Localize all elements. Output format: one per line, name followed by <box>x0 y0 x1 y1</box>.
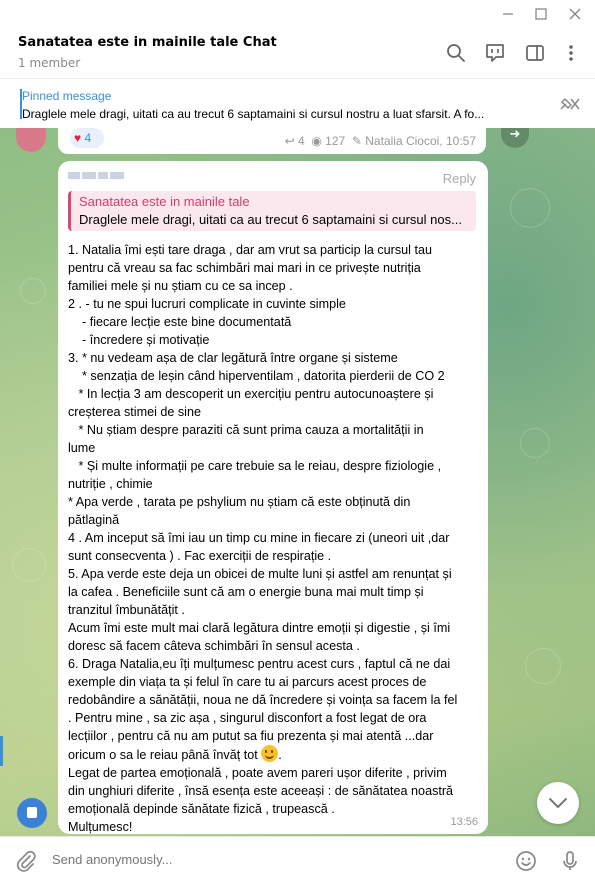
doodle-pattern <box>20 278 46 304</box>
unread-indicator <box>0 736 3 766</box>
reply-count: 4 <box>297 134 305 148</box>
avatar[interactable] <box>16 128 46 152</box>
reaction-count: 4 <box>84 131 92 145</box>
sender-name-redacted <box>68 169 128 183</box>
attach-icon[interactable] <box>14 849 38 873</box>
reply-button[interactable]: Reply <box>442 171 476 186</box>
microphone-icon[interactable] <box>558 849 582 873</box>
message-text <box>68 241 480 836</box>
member-count: 1 member <box>18 56 81 70</box>
discussion-icon[interactable] <box>484 42 506 64</box>
minimize-icon[interactable] <box>498 4 518 24</box>
message-time: 13:56 <box>450 816 478 828</box>
message-text-part1: 1. Natalia îmi ești tare draga , dar am vrut sa particip la cursul tau pentru că vreau sa fac schimbări mai mari in ce privește nutriția familiei mele și nu știam cu ce sa incep . 2 . - tu ne spui lucruri complicate in cuvinte simple - fiecare lecție este bine documentată - încredere și motivație 3. * nu vedeam așa de clar legătură între organe și sisteme * senzația de leșin când hiperventilam , datorita pierderii de CO 2 * In lecția 3 am descoperit un exercițiu pentru autocunoaștere și creșterea stimei de sine * Nu știam despre paraziti că sunt prima cauza a mortalității in lume * Și multe informații pe care trebuie sa le reiau, despre fiziologie , nutriție , chimie * Apa verde , tarata pe pshylium nu știam că este obținută din pătlagină 4 . Am inceput să îmi iau un timp cu mine in fiecare zi (uneori uit ,dar sunt consecventa ) . Fac exerciții de respirație . 5. Apa verde este deja un obicei de multe luni și astfel am renunțat și la cafea . Beneficiile sunt că am o energie buna mai mult timp și tranzitul îmbunătățit . Acum îmi este mult mai clară legătura dintre emoții și digestie , și îmi doresc să facem câteva schimbări în sensul acesta . 6. Draga Natalia,eu îți mulțumesc pentru acest curs , faptul că ne dai exemple din viața ta și felul în care tu ai parcurs acest proces de redobândire a sănătății, noua ne dă încredere și voința sa facem la fel . Pentru mine , sa zic așa , singurul disconfort a fost legat de ora lecțiilor , pentru că nu am putut sa fiu prezenta și mai atentă ...dar oricum o sa le reiau până învăț tot <box>68 243 458 762</box>
views-icon: ◉ <box>311 134 322 148</box>
doodle-pattern <box>520 428 550 458</box>
doodle-pattern <box>12 548 46 582</box>
doodle-pattern <box>525 648 561 684</box>
close-icon[interactable] <box>565 4 585 24</box>
heart-icon: ♥ <box>74 131 82 145</box>
chat-header <box>0 28 595 78</box>
window-titlebar <box>0 0 595 28</box>
forward-icon[interactable]: ➜ <box>501 128 529 148</box>
chevron-down-icon <box>537 782 579 824</box>
quote-title: Sanatatea este in mainile tale <box>79 194 250 209</box>
unpin-icon[interactable] <box>557 95 583 113</box>
reaction-heart[interactable] <box>70 128 104 148</box>
doodle-pattern <box>510 188 550 228</box>
emoji-icon[interactable] <box>514 849 538 873</box>
pin-icon: ✎ <box>351 134 362 148</box>
chat-title[interactable]: Sanatatea este in mainile tale Chat <box>18 35 277 50</box>
sidebar-toggle-icon[interactable] <box>524 42 546 64</box>
message-bubble <box>58 161 488 834</box>
message-meta <box>285 134 476 148</box>
chat-background <box>0 128 595 836</box>
anonymous-avatar[interactable] <box>17 798 47 828</box>
quote-text: Draglele mele dragi, uitati ca au trecut 6 saptamaini si cursul nos... <box>79 212 462 227</box>
message-input[interactable] <box>52 852 472 867</box>
more-vertical-icon[interactable] <box>560 42 582 64</box>
author-time: Natalia Ciocoi, 10:57 <box>365 134 476 148</box>
message-text-part2: . Legat de partea emoțională , poate avem pareri ușor diferite , privim din unghiuri diferite , însă esența este aceeași : de sănătatea noastră emoțională depinde sănătate fizică , trupească . Mulțumesc! <box>68 748 454 834</box>
pinned-label: Pinned message <box>22 89 112 103</box>
view-count: 127 <box>325 134 346 148</box>
smiling-face-emoji <box>261 745 278 762</box>
maximize-icon[interactable] <box>531 4 551 24</box>
scroll-down-button[interactable] <box>537 782 579 824</box>
search-icon[interactable] <box>445 42 467 64</box>
pinned-message-bar[interactable] <box>0 78 595 128</box>
pinned-text: Draglele mele dragi, uitati ca au trecut 6 saptamaini si cursul nostru a luat sfarsit. A fo... <box>22 107 485 121</box>
quoted-reply[interactable] <box>68 191 476 231</box>
reply-arrow-icon: ↩ <box>284 134 295 148</box>
previous-message <box>58 128 486 154</box>
message-composer <box>0 836 595 885</box>
